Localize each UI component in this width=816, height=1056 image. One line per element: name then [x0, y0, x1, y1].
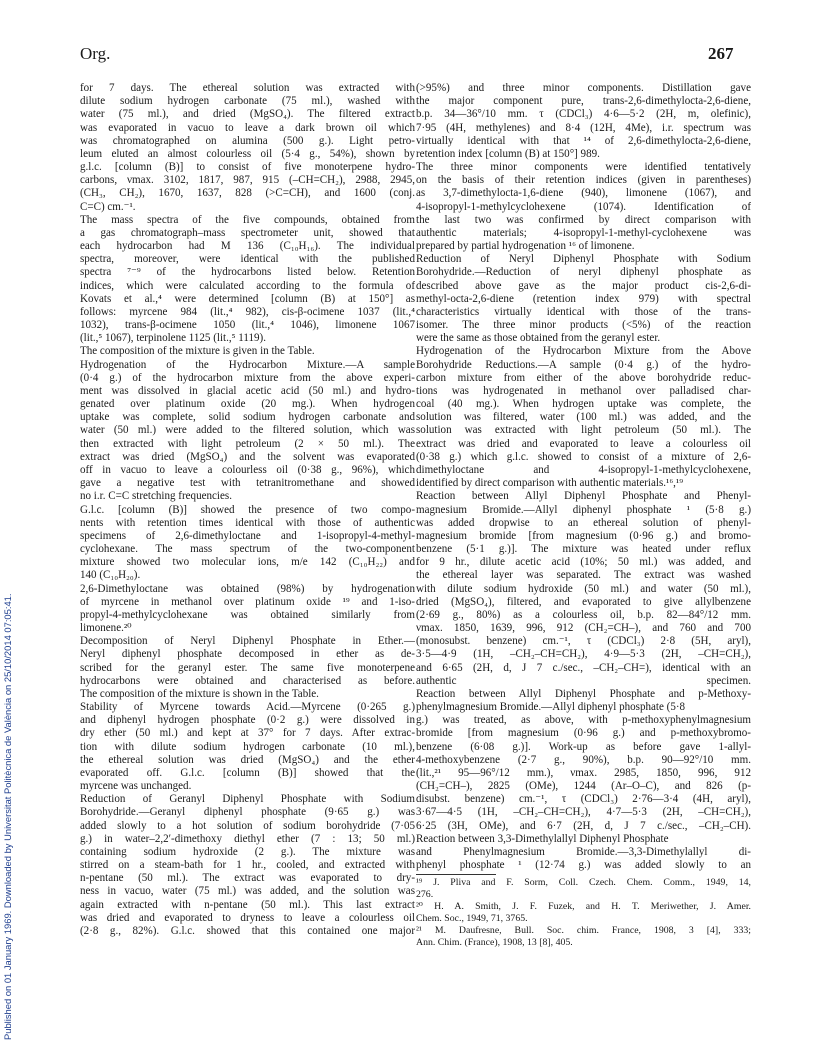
- text-line: (0·38 g.) which g.l.c. showed to consist of a mixture of 2,6-: [416, 450, 751, 463]
- text-line: tions was hydrogenated in methanol over palladised char-: [416, 384, 751, 397]
- footnote-line: 276.: [416, 889, 434, 901]
- text-line: (CH₃, CH₂), 1670, 1637, 828 (>C=CH), and 1600 (conj.: [80, 187, 415, 200]
- footnote-line: ¹⁹ J. Pliva and F. Sorm, Coll. Czech. Chem. Comm., 1949, 14,: [416, 877, 751, 889]
- footnotes: [416, 877, 751, 949]
- right-text-column: [416, 82, 751, 949]
- text-line: Neryl diphenyl phosphate decomposed in ether as de-: [80, 648, 415, 661]
- text-line: containing sodium hydroxide (2 g.). The mixture was: [80, 845, 415, 858]
- text-line: (monosubst. benzene) cm.⁻¹, τ (CDCl₃) 2·8 (5H, aryl),: [416, 635, 751, 648]
- text-line: each hydrocarbon had M 136 (C₁₀H₁₆). The individual: [80, 240, 415, 253]
- text-line: described above gave as the major product cis-2,6-di-: [416, 279, 751, 292]
- text-line: (>95%) and three minor components. Distillation gave: [416, 82, 751, 94]
- text-line: coal (40 mg.). When hydrogen uptake was complete, the: [416, 398, 751, 411]
- text-line: 140 (C₁₀H₂₀).: [80, 569, 141, 582]
- text-line: and diphenyl hydrogen phosphate (0·2 g.) were dissolved in: [80, 714, 415, 727]
- text-line: carbons, νmax. 3102, 1817, 987, 915 (–CH=CH₂), 2988, 2945,: [80, 174, 415, 187]
- text-line: (2·8 g., 82%). G.l.c. showed that this contained one major: [80, 925, 415, 937]
- text-line: characteristics virtually identical with those of the trans-: [416, 305, 751, 318]
- page-number: 267: [708, 44, 734, 63]
- text-line: (lit.,²¹ 95—96°/12 mm.), νmax. 2985, 1850, 996, 912: [416, 766, 751, 779]
- text-line: 2,6-Dimethyloctane was obtained (98%) by hydrogenation: [80, 582, 415, 595]
- text-line: for 7 days. The ethereal solution was extracted with: [80, 82, 415, 94]
- text-line: identified by direct comparison with authentic materials.¹⁶,¹⁹: [416, 477, 684, 490]
- text-line: (CH₂=CH–), 2825 (OMe), 1244 (Ar–O–C), and 826 (p-: [416, 780, 751, 793]
- text-line: and 6·65 (2H, d, J 7 c./sec., –CH₂–CH=), identical with an: [416, 661, 751, 674]
- text-line: and Phenylmagnesium Bromide.—3,3-Dimethylallyl di-: [416, 845, 751, 858]
- text-line: Reaction between Allyl Diphenyl Phosphate and p-Methoxy-: [416, 687, 751, 700]
- text-line: genated over platinum oxide (20 mg.). When hydrogen: [80, 398, 415, 411]
- text-line: for 9 hr., dilute acetic acid (10%; 50 ml.) was added, and: [416, 556, 751, 569]
- text-line: (lit.,⁵ 1067), terpinolene 1125 (lit.,⁵ 1119).: [80, 332, 266, 345]
- text-line: leum eluted an almost colourless oil (5·4 g., 54%), shown by: [80, 147, 415, 160]
- text-line: were the same as those obtained from the geranyl ester.: [416, 332, 661, 345]
- text-line: was added dropwise to an ethereal solution of phenyl-: [416, 516, 751, 529]
- text-line: 6·25 (3H, OMe), and 6·7 (2H, d, J 7 c./sec., –CH₂–CH).: [416, 819, 751, 832]
- text-line: 7·95 (4H, methylenes) and 8·4 (12H, 4Me), i.r. spectrum was: [416, 121, 751, 134]
- text-line: was dried and evaporated to dryness to leave a colourless oil: [80, 911, 415, 924]
- text-line: nents with retention times identical with those of authentic: [80, 516, 415, 529]
- text-line: g.) in water–2,2′-dimethoxy diethyl ether (7 : 13; 50 ml.): [80, 832, 415, 845]
- download-watermark-text: Published on 01 January 1969. Downloaded by Universitat Politècnica de València on 25/10/2014 07:05:41.: [2, 593, 13, 1040]
- text-line: spectra ⁷⁻⁹ of the hydrocarbons listed below. Retention: [80, 266, 415, 279]
- text-line: ness in vacuo, water (75 ml.) was added, and the solution was: [80, 885, 415, 898]
- footnote-line: ²⁰ H. A. Smith, J. F. Fuzek, and H. T. Meriwether, J. Amer.: [416, 901, 751, 913]
- text-line: magnesium bromide [from magnesium (0·96 g.) and bromo-: [416, 529, 751, 542]
- text-line: added slowly to a hot solution of sodium borohydride (7·05: [80, 819, 415, 832]
- text-line: Reduction of Neryl Diphenyl Phosphate with Sodium: [416, 253, 751, 266]
- footnote-rule: [416, 874, 496, 875]
- text-line: 4-isopropyl-1-methylcyclohexene (1074). Identification of: [416, 200, 751, 213]
- text-line: phenylmagnesium Bromide.—Allyl diphenyl phosphate (5·8: [416, 701, 686, 714]
- text-line: g.l.c. [column (B)] to consist of five monoterpene hydro-: [80, 161, 415, 174]
- footnote-line: Ann. Chim. (France), 1908, 13 [8], 405.: [416, 937, 573, 949]
- text-line: The mass spectra of the five compounds, obtained from: [80, 213, 415, 226]
- text-line: as 3,7-dimethylocta-1,6-diene (940), limonene (1067), and: [416, 187, 751, 200]
- left-text-column: [80, 82, 415, 938]
- text-line: benzene (6·08 g.)]. Work-up as before gave 1-allyl-: [416, 740, 751, 753]
- text-line: carbon mixture from either of the above borohydride reduc-: [416, 371, 751, 384]
- text-line: Borohydride.—Reduction of neryl diphenyl phosphate as: [416, 266, 751, 279]
- text-line: dried (MgSO₄), filtered, and evaporated to give allylbenzene: [416, 595, 751, 608]
- text-line: stirred on a steam-bath for 1 hr., cooled, and extracted with: [80, 859, 415, 872]
- footnote-line: Chem. Soc., 1949, 71, 3765.: [416, 913, 528, 925]
- text-line: n-pentane (50 ml.). The extract was evaporated to dry-: [80, 872, 415, 885]
- text-line: hydrocarbons were obtained and characterised as before.: [80, 674, 415, 687]
- text-line: solution was filtered, water (100 ml.) was added, and the: [416, 411, 751, 424]
- text-line: Reduction of Geranyl Diphenyl Phosphate with Sodium: [80, 793, 415, 806]
- text-line: again extracted with n-pentane (50 ml.). This last extract: [80, 898, 415, 911]
- text-line: extract was dried and evaporated to leave a colourless oil: [416, 437, 751, 450]
- text-line: Decomposition of Neryl Diphenyl Phosphate in Ether.—: [80, 635, 415, 648]
- text-line: νmax. 1850, 1639, 996, 912 (CH₂=CH–), and 760 and 700: [416, 622, 751, 635]
- text-line: Kovats et al.,⁴ were determined [column (B) at 150°] as: [80, 292, 415, 305]
- text-line: benzene (5·1 g.)]. The mixture was heated under reflux: [416, 543, 751, 556]
- text-line: 4-methoxybenzene (2·7 g., 90%), b.p. 90—92°/10 mm.: [416, 753, 751, 766]
- text-line: Reaction between Allyl Diphenyl Phosphate and Phenyl-: [416, 490, 751, 503]
- text-line: the major component pure, trans-2,6-dimethylocta-2,6-diene,: [416, 95, 751, 108]
- text-line: spectra, moreover, were identical with the published: [80, 253, 415, 266]
- text-line: then extracted with light petroleum (2 × 50 ml.). The: [80, 437, 415, 450]
- text-line: prepared by partial hydrogenation ¹⁶ of limonene.: [416, 240, 635, 253]
- text-line: myrcene was unchanged.: [80, 780, 192, 793]
- text-line: a gas chromatograph–mass spectrometer unit, showed that: [80, 226, 415, 239]
- text-line: no i.r. C=C stretching frequencies.: [80, 490, 232, 503]
- text-line: G.l.c. [column (B)] showed the presence of two compo-: [80, 503, 415, 516]
- text-line: the last two was confirmed by direct comparison with: [416, 213, 751, 226]
- text-line: The three minor components were identified tentatively: [416, 161, 751, 174]
- text-line: ment was dissolved in glacial acetic acid (50 ml.) and hydro-: [80, 384, 415, 397]
- text-line: virtually identical with that ¹⁴ of 2,6-dimethylocta-2,6-diene,: [416, 134, 751, 147]
- text-line: the ethereal solution was dried (MgSO₄) and the ether: [80, 753, 415, 766]
- text-line: authentic specimen.: [416, 674, 751, 687]
- text-line: off in vacuo to leave a colourless oil (0·38 g., 96%), which: [80, 463, 415, 476]
- text-line: methyl-octa-2,6-diene (retention index 979) with spectral: [416, 292, 751, 305]
- text-line: disubst. benzene) cm.⁻¹, τ (CDCl₃) 2·76—3·4 (4H, aryl),: [416, 793, 751, 806]
- text-line: Hydrogenation of the Hydrocarbon Mixture from the Above: [416, 345, 751, 358]
- text-line: evaporated off. G.l.c. [column (B)] showed that the: [80, 766, 415, 779]
- text-line: (0·4 g.) of the hydrocarbon mixture from the above experi-: [80, 371, 415, 384]
- text-line: on the basis of their retention indices (given in parentheses): [416, 174, 751, 187]
- text-line: follows: myrcene 984 (lit.,⁴ 982), cis-β-ocimene 1037 (lit.,⁴: [80, 305, 415, 318]
- text-line: water (75 ml.), and dried (MgSO₄). The filtered extract: [80, 108, 415, 121]
- text-line: uptake was complete, solid sodium hydrogen carbonate and: [80, 411, 415, 424]
- text-line: was chromatographed on alumina (500 g.). Light petro-: [80, 134, 415, 147]
- text-line: of myrcene in methanol over platinum oxide ¹⁹ and 1-iso-: [80, 595, 415, 608]
- text-line: Stability of Myrcene towards Acid.—Myrcene (0·265 g.): [80, 701, 415, 714]
- text-line: specimens of 2,6-dimethyloctane and 1-isopropyl-4-methyl-: [80, 529, 415, 542]
- text-line: authentic materials; 4-isopropyl-1-methyl-cyclohexene was: [416, 226, 751, 239]
- text-line: dry ether (50 ml.) and kept at 37° for 7 days. After extrac-: [80, 727, 415, 740]
- text-line: cyclohexane. The mass spectrum of the two-component: [80, 543, 415, 556]
- text-line: the ethereal layer was separated. The extract was washed: [416, 569, 751, 582]
- text-line: was evaporated in vacuo to leave a dark brown oil which: [80, 121, 415, 134]
- text-line: mixture showed two molecular ions, m/e 142 (C₁₀H₂₂) and: [80, 556, 415, 569]
- text-line: dimethyloctane and 4-isopropyl-1-methylcyclohexene,: [416, 463, 751, 476]
- text-line: dilute sodium hydrogen carbonate (75 ml.), washed with: [80, 95, 415, 108]
- text-line: C=C) cm.⁻¹.: [80, 200, 136, 213]
- journal-header: Org.: [80, 44, 111, 63]
- text-line: Reaction between 3,3-Dimethylallyl Diphenyl Phosphate: [416, 832, 669, 845]
- text-line: Hydrogenation of the Hydrocarbon Mixture.—A sample: [80, 358, 415, 371]
- footnote-line: ²¹ M. Daufresne, Bull. Soc. chim. France, 1908, 3 [4], 333;: [416, 925, 751, 937]
- text-line: 3·5—4·9 (1H, –CH₂–CH=CH₂), 4·9—5·3 (2H, –CH=CH₂),: [416, 648, 751, 661]
- text-line: Borohydride Reductions.—A sample (0·4 g.) of the hydro-: [416, 358, 751, 371]
- text-line: The composition of the mixture is shown in the Table.: [80, 687, 319, 700]
- text-line: indices, which were calculated according to the formula of: [80, 279, 415, 292]
- text-line: water (50 ml.) were added to the filtered solution, which was: [80, 424, 415, 437]
- text-line: The composition of the mixture is given in the Table.: [80, 345, 315, 358]
- text-line: with dilute sodium hydroxide (50 ml.) and water (50 ml.),: [416, 582, 751, 595]
- text-line: propyl-4-methylcyclohexane was obtained similarly from: [80, 608, 415, 621]
- text-line: extract was dried (MgSO₄) and the solvent was evaporated: [80, 450, 415, 463]
- text-line: retention index [column (B) at 150°] 989.: [416, 147, 600, 160]
- text-line: 3·67—4·5 (1H, –CH₂–CH=CH₂), 4·7—5·3 (2H, –CH=CH₂),: [416, 806, 751, 819]
- text-line: b.p. 34—36°/10 mm. τ (CDCl₃) 4·6—5·2 (2H, m, olefinic),: [416, 108, 751, 121]
- text-line: Borohydride.—Geranyl diphenyl phosphate (9·65 g.) was: [80, 806, 415, 819]
- text-line: g.) was treated, as above, with p-methoxyphenylmagnesium: [416, 714, 751, 727]
- text-line: bromide [from magnesium (0·96 g.) and p-methoxybromo-: [416, 727, 751, 740]
- text-line: gave a negative test with tetranitromethane and showed: [80, 477, 415, 490]
- text-line: limonene.²⁰: [80, 622, 132, 635]
- text-line: isomer. The three minor products (<5%) of the reaction: [416, 319, 751, 332]
- text-line: magnesium Bromide.—Allyl diphenyl phosphate ¹ (5·8 g.): [416, 503, 751, 516]
- text-line: solution was extracted with light petroleum (50 ml.). The: [416, 424, 751, 437]
- text-line: 1032), trans-β-ocimene 1050 (lit.,⁴ 1046), limonene 1067: [80, 319, 415, 332]
- text-line: tion with dilute sodium hydrogen carbonate (10 ml.),: [80, 740, 415, 753]
- text-line: scribed for the geranyl ester. The same five monoterpene: [80, 661, 415, 674]
- text-line: (2·69 g., 80%) as a colourless oil, b.p. 82—84°/12 mm.: [416, 608, 751, 621]
- text-line: phenyl phosphate ¹ (12·74 g.) was added slowly to an: [416, 859, 751, 872]
